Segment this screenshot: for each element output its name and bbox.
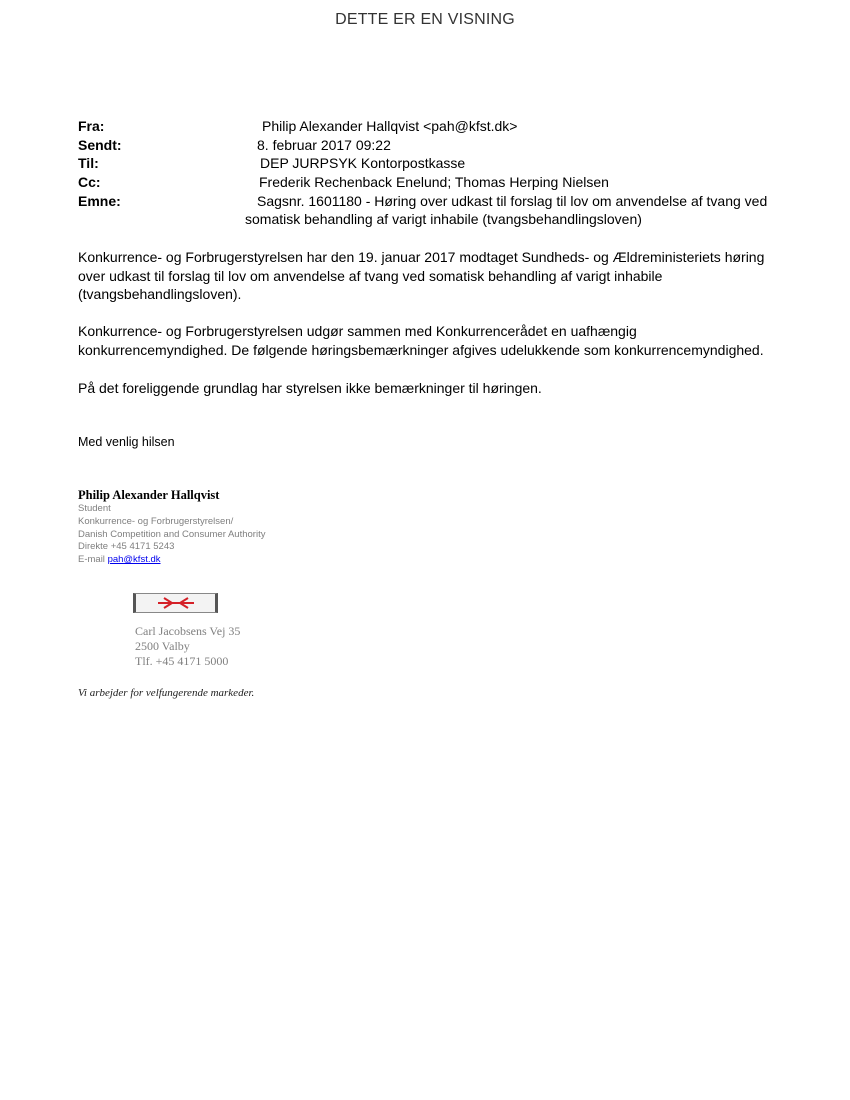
- signature-name: Philip Alexander Hallqvist: [78, 488, 220, 502]
- address-street: Carl Jacobsens Vej 35: [135, 624, 241, 638]
- email-header: [78, 117, 778, 229]
- tagline: Vi arbejder for velfungerende markeder.: [78, 687, 255, 699]
- signature-email-line: [78, 554, 265, 567]
- sent-value: 8. februar 2017 09:22: [257, 136, 391, 153]
- cc-row: [78, 173, 778, 192]
- to-label: Til:: [78, 155, 99, 172]
- signature-email-link[interactable]: pah@kfst.dk: [107, 554, 161, 566]
- signature-email-label: E-mail: [78, 554, 105, 566]
- body-paragraph-2: Konkurrence- og Forbrugerstyrelsen udgør sammen med Konkurrencerådet en uafhængig konkurrencemyndighed. De følgende høringsbemærkninger afgives udelukkende som konkurrencemyndighed.: [78, 323, 764, 358]
- to-value: DEP JURPSYK Kontorpostkasse: [260, 155, 466, 172]
- subject-label: Emne:: [78, 192, 121, 209]
- signature-details: [78, 503, 265, 567]
- subject-value: Sagsnr. 1601180 - Høring over udkast til forslag til lov om anvendelse af tvang ved somatisk behandling af varigt inhabile (tvangsbehandlingsloven): [245, 192, 768, 228]
- sent-row: [78, 136, 778, 155]
- logo-cross-icon: [136, 594, 215, 612]
- preview-banner: DETTE ER EN VISNING: [335, 11, 515, 28]
- signature-direct-phone: Direkte +45 4171 5243: [78, 541, 175, 553]
- from-value: Philip Alexander Hallqvist <pah@kfst.dk>: [262, 118, 518, 134]
- cc-value: Frederik Rechenback Enelund; Thomas Herping Nielsen: [259, 174, 609, 191]
- signature-org-en: Danish Competition and Consumer Authority: [78, 528, 266, 540]
- signature-title: Student: [78, 503, 111, 514]
- subject-row: [78, 192, 778, 229]
- body-paragraph-3: På det foreliggende grundlag har styrelsen ikke bemærkninger til høringen.: [78, 380, 542, 396]
- from-row: [78, 117, 778, 136]
- address-city: 2500 Valby: [135, 639, 190, 653]
- address-phone: Tlf. +45 4171 5000: [135, 654, 229, 668]
- closing-greeting: Med venlig hilsen: [78, 435, 175, 449]
- postal-address: [135, 624, 240, 669]
- body-paragraph-1: Konkurrence- og Forbrugerstyrelsen har den 19. januar 2017 modtaget Sundheds- og Ældreministeriets høring over udkast til forslag til lov om anvendelse af tvang ved somatisk behandling af varigt inhabile (tvangsbehandlingsloven).: [78, 249, 765, 303]
- signature-org-da: Konkurrence- og Forbrugerstyrelsen/: [78, 515, 234, 527]
- sent-label: Sendt:: [78, 136, 122, 153]
- kfst-logo: [133, 593, 218, 613]
- from-label: Fra:: [78, 118, 105, 134]
- cc-label: Cc:: [78, 174, 101, 191]
- to-row: [78, 154, 778, 173]
